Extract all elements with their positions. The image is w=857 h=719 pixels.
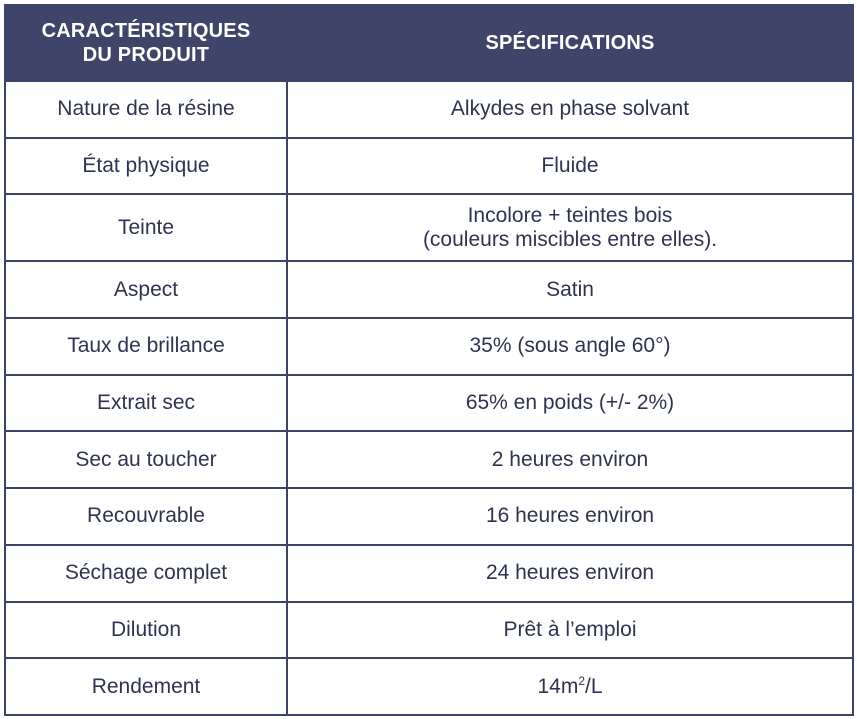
table-row bbox=[5, 138, 853, 195]
row-label: Taux de brillance bbox=[5, 318, 287, 375]
row-value: 65% en poids (+/- 2%) bbox=[287, 375, 853, 432]
row-value: 35% (sous angle 60°) bbox=[287, 318, 853, 375]
row-value bbox=[287, 658, 853, 715]
row-value bbox=[287, 194, 853, 261]
table-row bbox=[5, 488, 853, 545]
table-row bbox=[5, 318, 853, 375]
row-value: Satin bbox=[287, 261, 853, 318]
row-label: Recouvrable bbox=[5, 488, 287, 545]
row-value-superscript: 2 bbox=[578, 673, 586, 688]
row-label: Rendement bbox=[5, 658, 287, 715]
table-row bbox=[5, 545, 853, 602]
row-value-main: 14m bbox=[537, 674, 579, 698]
row-label: État physique bbox=[5, 138, 287, 195]
row-label: Teinte bbox=[5, 194, 287, 261]
table-row bbox=[5, 658, 853, 715]
row-value: Fluide bbox=[287, 138, 853, 195]
row-label: Séchage complet bbox=[5, 545, 287, 602]
row-value-line1: Incolore + teintes bois bbox=[467, 203, 673, 227]
table-row bbox=[5, 431, 853, 488]
row-value: Alkydes en phase solvant bbox=[287, 81, 853, 138]
row-label: Aspect bbox=[5, 261, 287, 318]
row-label: Extrait sec bbox=[5, 375, 287, 432]
table-header-row bbox=[5, 5, 853, 81]
table-row bbox=[5, 261, 853, 318]
header-characteristics-line2: DU PRODUIT bbox=[82, 44, 210, 66]
table-row bbox=[5, 194, 853, 261]
row-label: Nature de la résine bbox=[5, 81, 287, 138]
row-label: Dilution bbox=[5, 602, 287, 659]
header-specifications: SPÉCIFICATIONS bbox=[287, 5, 853, 81]
spec-table bbox=[4, 4, 854, 716]
row-value-tail: /L bbox=[585, 674, 603, 698]
row-value: Prêt à l’emploi bbox=[287, 602, 853, 659]
header-characteristics-line1: CARACTÉRISTIQUES bbox=[41, 20, 251, 42]
header-characteristics bbox=[5, 5, 287, 81]
row-label: Sec au toucher bbox=[5, 431, 287, 488]
row-value: 24 heures environ bbox=[287, 545, 853, 602]
table-row bbox=[5, 375, 853, 432]
row-value-line2: (couleurs miscibles entre elles). bbox=[422, 227, 718, 251]
row-value: 2 heures environ bbox=[287, 431, 853, 488]
table-row bbox=[5, 602, 853, 659]
table-row bbox=[5, 81, 853, 138]
row-value: 16 heures environ bbox=[287, 488, 853, 545]
